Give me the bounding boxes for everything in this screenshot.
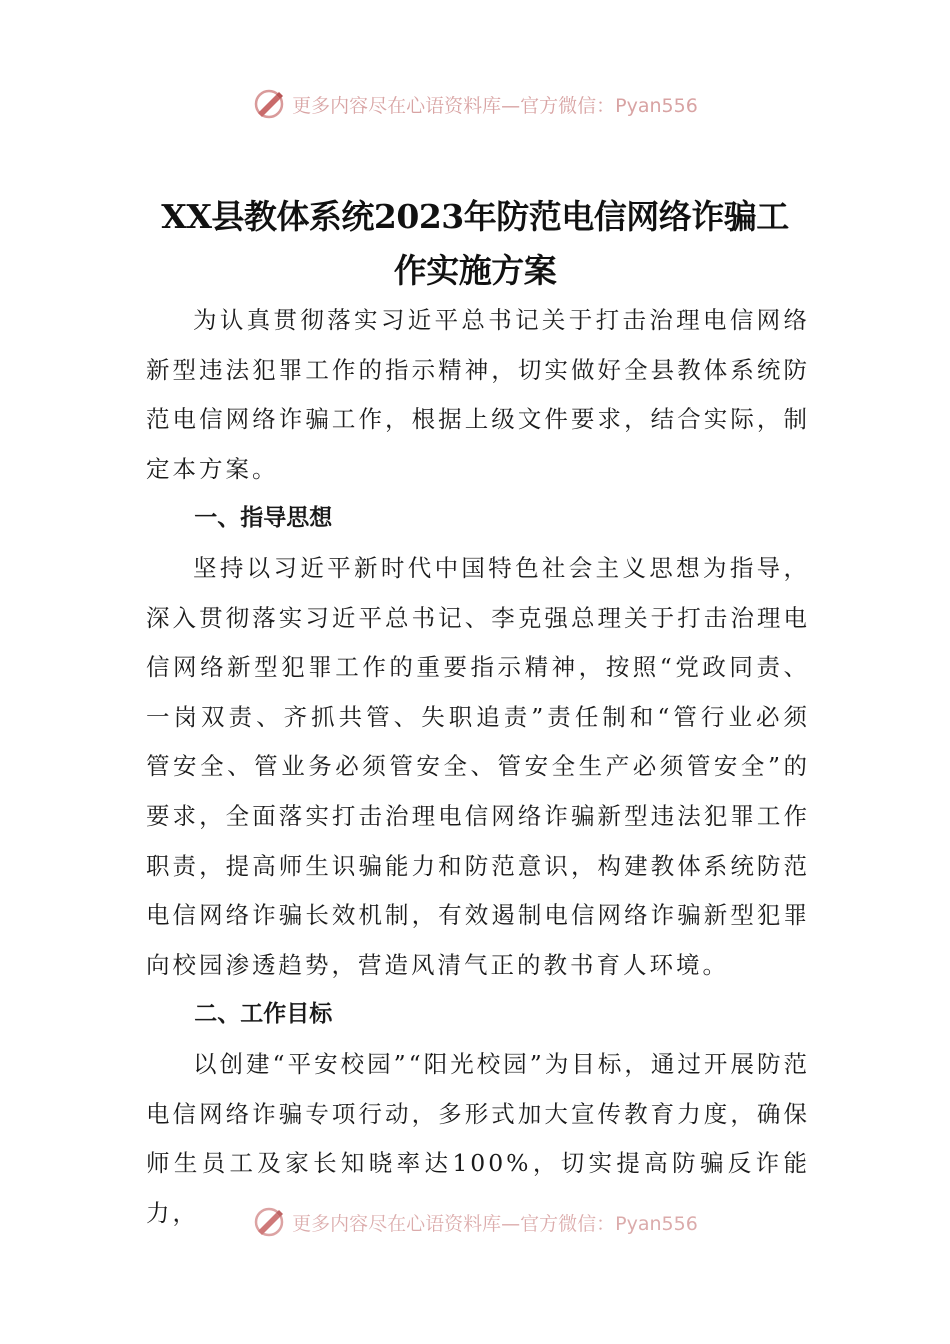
watermark-text: 更多内容尽在心语资料库—官方微信：Pyan556 — [292, 1212, 698, 1235]
document-body — [146, 296, 810, 1238]
section-heading-guiding-ideology: 一、指导思想 — [194, 505, 333, 532]
watermark-footer — [0, 1202, 950, 1242]
pen-logo-icon — [252, 87, 286, 121]
section-paragraph-guiding-ideology: 坚持以习近平新时代中国特色社会主义思想为指导，深入贯彻落实习近平总书记、李克强总理关于打击治理电信网络新型犯罪工作的重要指示精神，按照“党政同责、一岗双责、齐抓共管、失职追责”责任制和“管行业必须管安全、管业务必须管安全、管安全生产必须管安全”的要求，全面落实打击治理电信网络诈骗新型违法犯罪工作职责，提高师生识骗能力和防范意识，构建教体系统防范电信网络诈骗长效机制，有效遏制电信网络诈骗新型犯罪向校园渗透趋势，营造风清气正的教书育人环境。 — [146, 553, 810, 979]
watermark-text: 更多内容尽在心语资料库—官方微信：Pyan556 — [292, 94, 698, 117]
watermark-header — [0, 84, 950, 124]
section-paragraph-work-goals: 以创建“平安校园”“阳光校园”为目标，通过开展防范电信网络诈骗专项行动，多形式加大宣传教育力度，确保师生员工及家长知晓率达100%，切实提高防骗反诈能力， — [146, 1049, 810, 1227]
intro-paragraph: 为认真贯彻落实习近平总书记关于打击治理电信网络新型违法犯罪工作的指示精神，切实做好全县教体系统防范电信网络诈骗工作，根据上级文件要求，结合实际，制定本方案。 — [146, 306, 810, 483]
page-title: XX县教体系统2023年防范电信网络诈骗工作实施方案 — [161, 197, 789, 290]
pen-logo-icon — [252, 1205, 286, 1239]
section-heading-work-goals: 二、工作目标 — [194, 1001, 333, 1028]
